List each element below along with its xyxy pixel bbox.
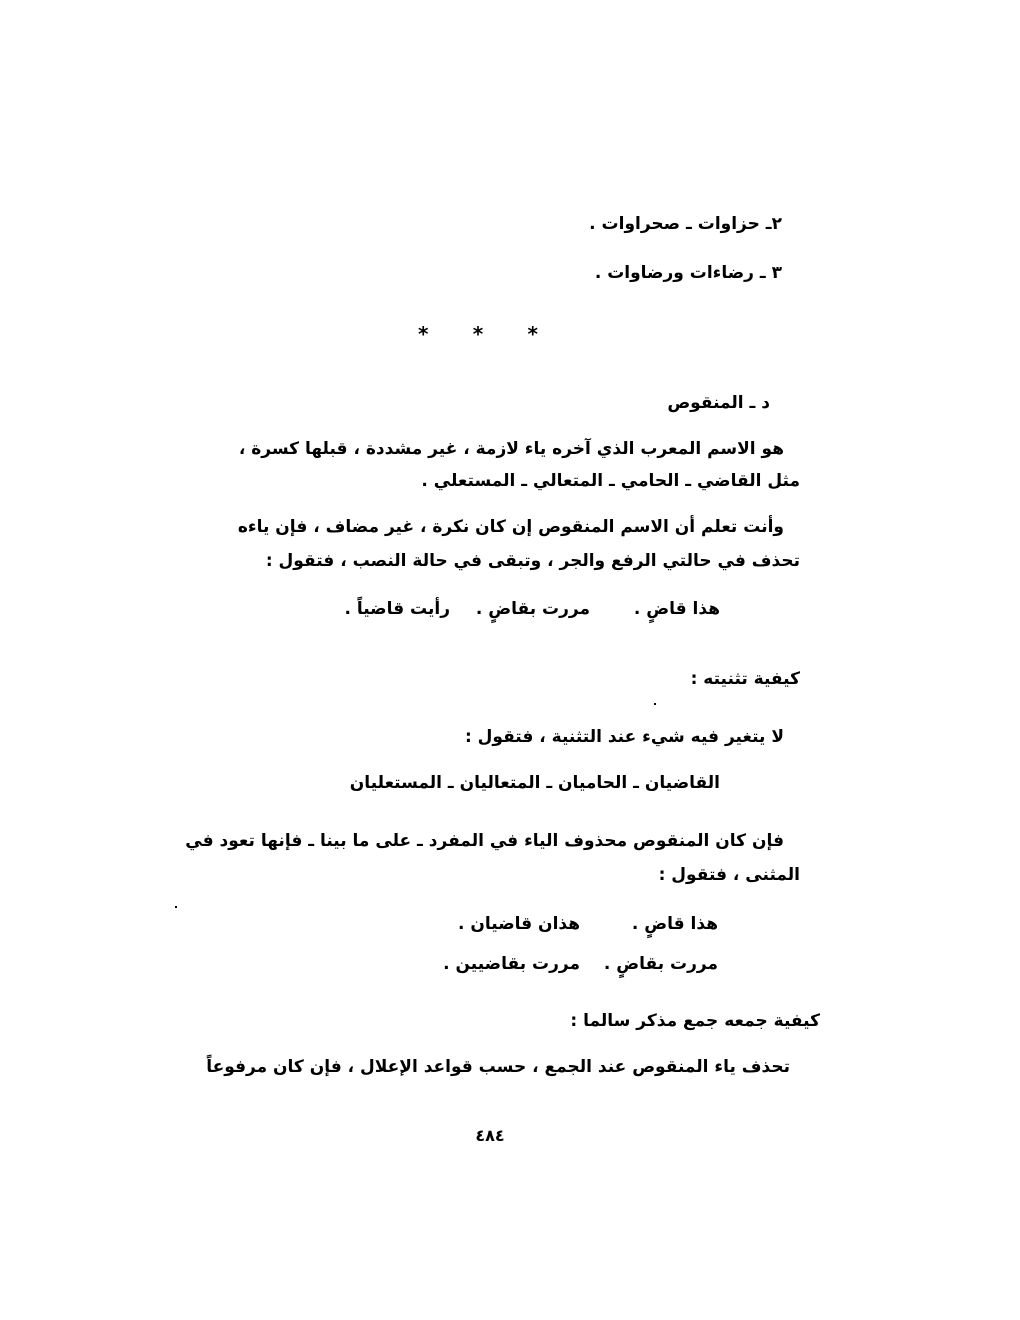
star-icon: * [527, 322, 538, 346]
rule-line-1: وأنت تعلم أن الاسم المنقوص إن كان نكرة ، غير مضاف ، فإن ياءه [237, 517, 784, 537]
dual-heading: كيفية تثنيته : [690, 669, 800, 689]
dual-paragraph-line-1: فإن كان المنقوص محذوف الياء في المفرد ـ على ما بينا ـ فإنها تعود في [185, 831, 784, 851]
definition-line-1: هو الاسم المعرب الذي آخره ياء لازمة ، غير مشددة ، قبلها كسرة ، [238, 439, 784, 459]
dual-example-row1-col1: هذا قاضٍ . [631, 914, 718, 934]
dual-example-row1-col2: هذان قاضيان . [457, 914, 580, 934]
example-singular-2: مررت بقاضٍ . [475, 599, 590, 619]
dual-example-row2-col2: مررت بقاضيين . [443, 954, 580, 974]
speck [654, 703, 656, 705]
section-separator [418, 322, 538, 346]
definition-line-2: مثل القاضي ـ الحامي ـ المتعالي ـ المستعلي . [421, 471, 800, 491]
dual-intro: لا يتغير فيه شيء عند التثنية ، فتقول : [464, 727, 784, 747]
section-heading: د ـ المنقوص [667, 393, 770, 413]
list-item-2: ٢ـ حزاوات ـ صحراوات . [589, 214, 782, 234]
page-number: ٤٨٤ [475, 1126, 505, 1145]
dual-paragraph-line-2: المثنى ، فتقول : [658, 865, 800, 885]
example-singular-3: رأيت قاضياً . [344, 599, 450, 619]
rule-line-2: تحذف في حالتي الرفع والجر ، وتبقى في حالة النصب ، فتقول : [265, 551, 800, 571]
dual-example-row2-col1: مررت بقاضٍ . [603, 954, 718, 974]
dual-examples: القاضيان ـ الحاميان ـ المتعاليان ـ المستعليان [349, 773, 720, 793]
plural-heading: كيفية جمعه جمع مذكر سالما : [570, 1011, 820, 1031]
star-icon: * [472, 322, 484, 346]
speck [175, 906, 177, 908]
example-singular-1: هذا قاضٍ . [633, 599, 720, 619]
plural-paragraph: تحذف ياء المنقوص عند الجمع ، حسب قواعد الإعلال ، فإن كان مرفوعاً [206, 1057, 790, 1077]
star-icon: * [418, 322, 429, 346]
list-item-3: ٣ ـ رضاءات ورضاوات . [594, 263, 782, 283]
